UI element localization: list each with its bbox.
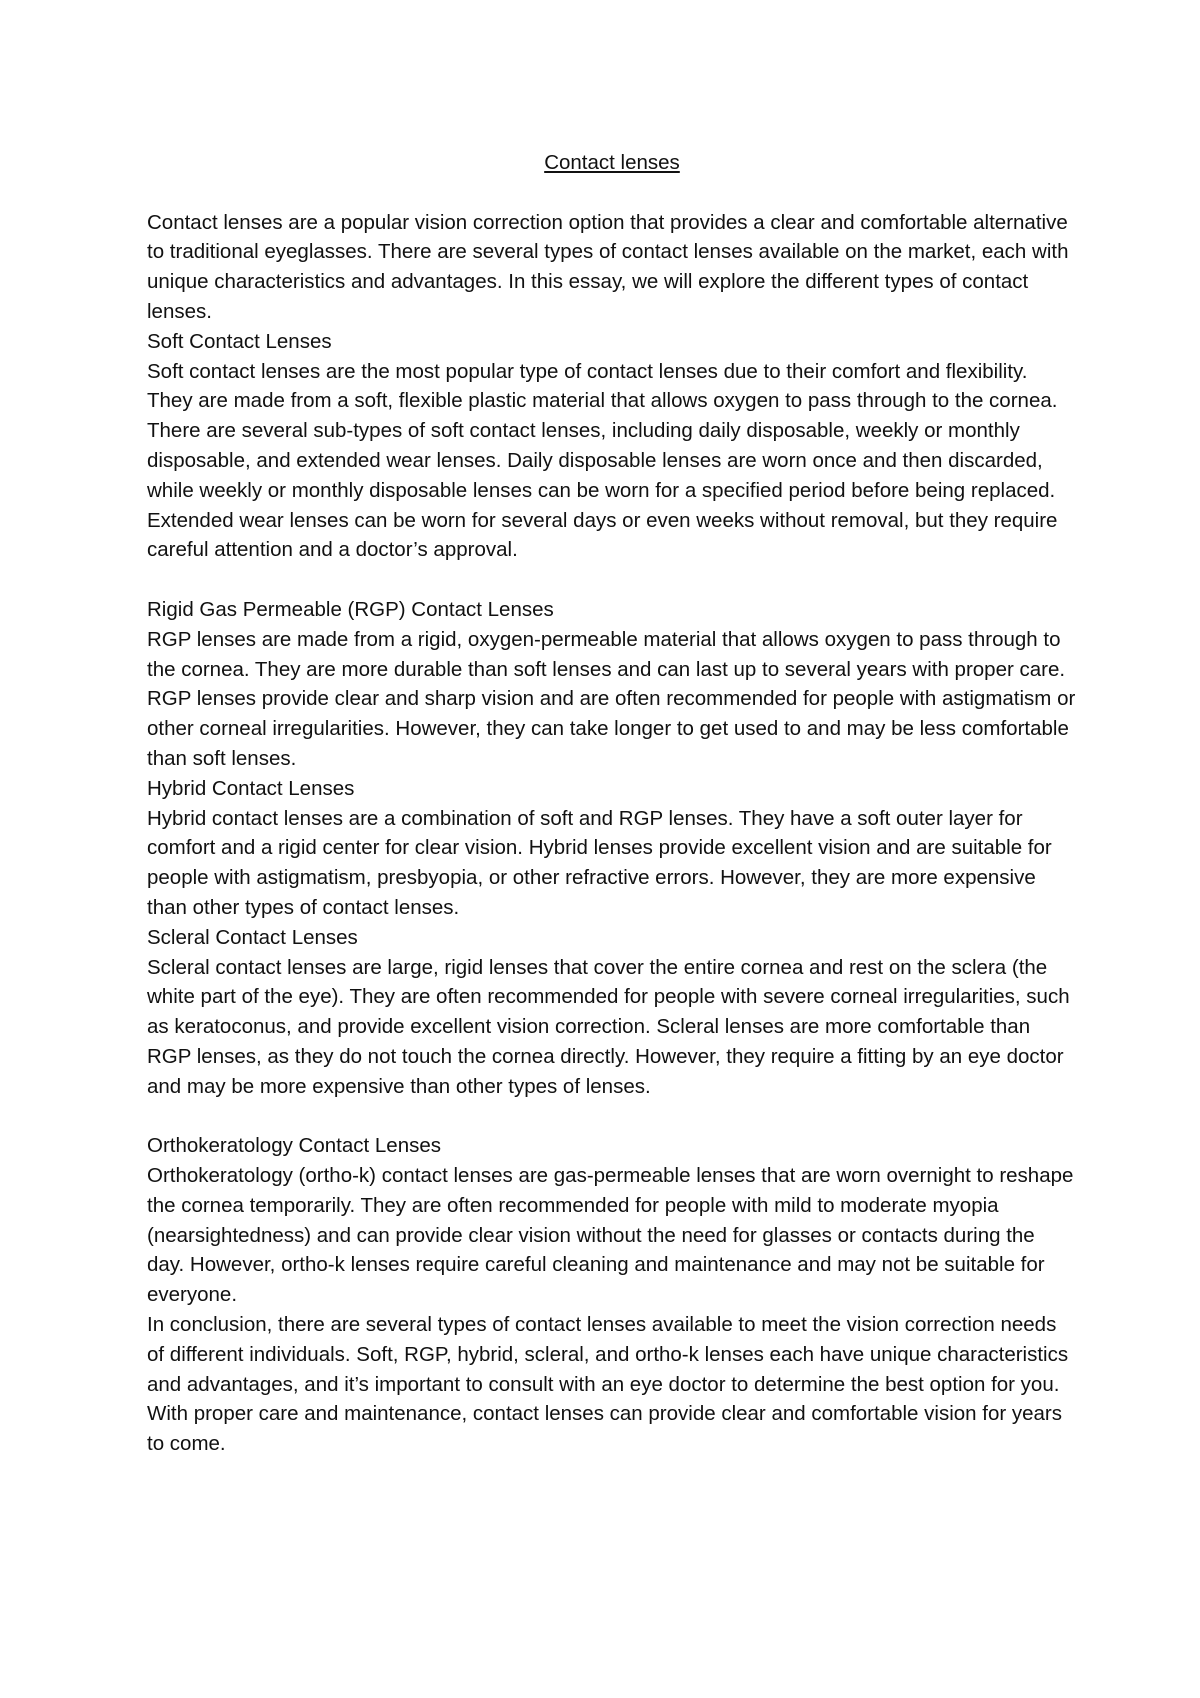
document-title: Contact lenses [544,151,680,174]
section-heading-rgp: Rigid Gas Permeable (RGP) Contact Lenses [147,597,554,621]
section-heading-orthokeratology: Orthokeratology Contact Lenses [147,1134,441,1158]
section-body-rgp: RGP lenses are made from a rigid, oxygen-permeable material that allows oxygen to pass through to the cornea. They are more durable than soft lenses and can last up to several years with proper care. RGP lenses provide clear and sharp vision and are often recommended for people with astigmatism or other corneal irregularities. However, they can take longer to get used to and may be less comfortable than soft lenses. [147,627,1076,770]
intro-paragraph: Contact lenses are a popular vision correction option that provides a clear and comfortable alternative to traditional eyeglasses. There are several types of contact lenses available on the market, each with unique characteristics and advantages. In this essay, we will explore the different types of contact lenses. [147,210,1069,323]
section-heading-scleral: Scleral Contact Lenses [147,925,358,949]
section-body-scleral: Scleral contact lenses are large, rigid lenses that cover the entire cornea and rest on the sclera (the white part of the eye). They are often recommended for people with severe corneal irregularities, such as keratoconus, and provide excellent vision correction. Scleral lenses are more comfortable than RGP lenses, as they do not touch the cornea directly. However, they require a fitting by an eye doctor and may be more expensive than other types of lenses. [147,955,1070,1098]
document-body [147,148,1077,1459]
section-body-orthokeratology: Orthokeratology (ortho-k) contact lenses are gas-permeable lenses that are worn overnight to reshape the cornea temporarily. They are often recommended for people with mild to moderate myopia (nearsightedness) and can provide clear vision without the need for glasses or contacts during the day. However, ortho-k lenses require careful cleaning and maintenance and may not be suitable for everyone. [147,1164,1074,1307]
section-body-hybrid: Hybrid contact lenses are a combination of soft and RGP lenses. They have a soft outer layer for comfort and a rigid center for clear vision. Hybrid lenses provide excellent vision and are suitable for people with astigmatism, presbyopia, or other refractive errors. However, they are more expensive than other types of contact lenses. [147,806,1052,919]
conclusion-paragraph: In conclusion, there are several types of contact lenses available to meet the vision correction needs of different individuals. Soft, RGP, hybrid, scleral, and ortho-k lenses each have unique characteristics and advantages, and it’s important to consult with an eye doctor to determine the best option for you. With proper care and maintenance, contact lenses can provide clear and comfortable vision for years to come. [147,1313,1069,1456]
section-heading-soft: Soft Contact Lenses [147,329,332,353]
spacer [147,1102,1077,1132]
spacer [147,565,1077,595]
section-heading-hybrid: Hybrid Contact Lenses [147,776,355,800]
section-body-soft: Soft contact lenses are the most popular type of contact lenses due to their comfort and flexibility. They are made from a soft, flexible plastic material that allows oxygen to pass through to the cornea. There are several sub-types of soft contact lenses, including daily disposable, weekly or monthly disposable, and extended wear lenses. Daily disposable lenses are worn once and then discarded, while weekly or monthly disposable lenses can be worn for a specified period before being replaced. Extended wear lenses can be worn for several days or even weeks without removal, but they require careful attention and a doctor’s approval. [147,359,1058,562]
spacer [147,178,1077,208]
